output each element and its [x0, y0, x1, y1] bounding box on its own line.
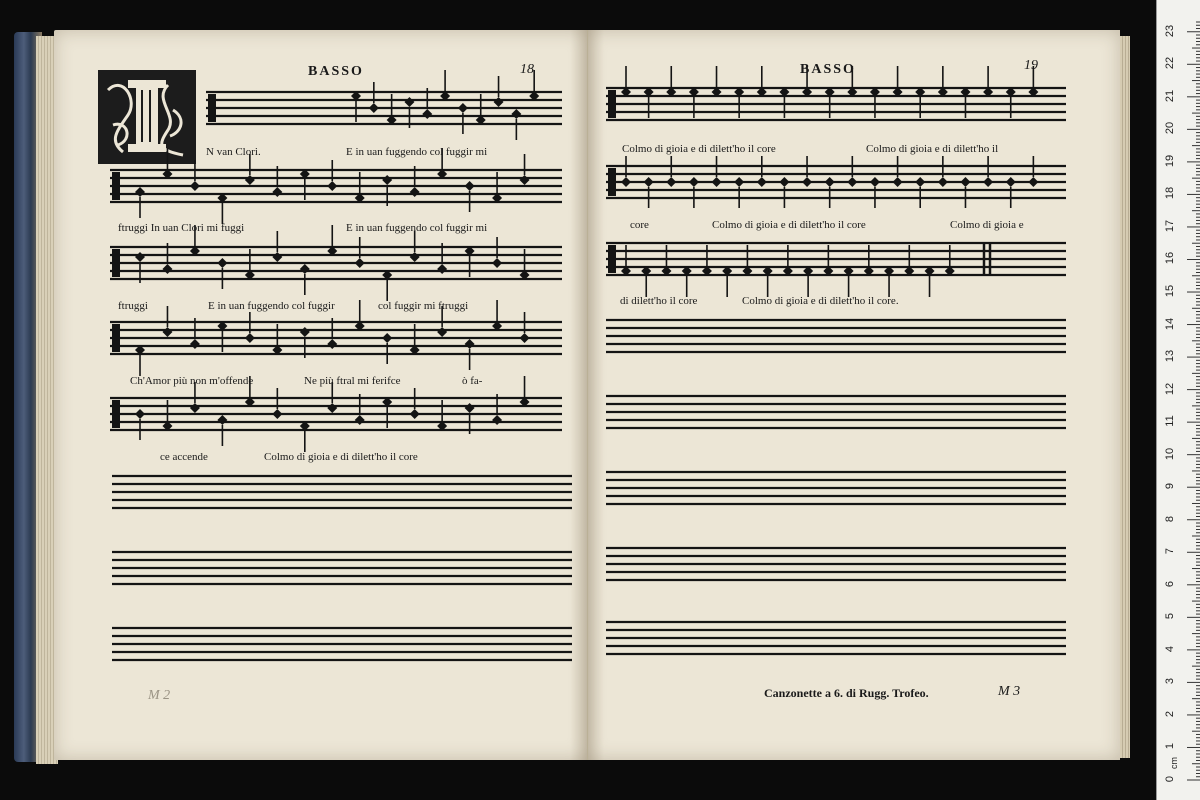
lyric-line: ò fa-: [462, 375, 483, 387]
ruler-number: 15: [1164, 284, 1176, 298]
note-head: [520, 333, 530, 343]
lyric-line: Colmo di gioia e: [950, 219, 1024, 231]
lyric-line: Colmo di gioia e di dilett'ho il core: [264, 451, 418, 463]
note-head: [458, 103, 468, 113]
ruler-number: 6: [1164, 580, 1176, 587]
note-head: [915, 177, 925, 187]
lyric-line: ftruggi In uan Clori mi fuggi: [118, 222, 245, 234]
note-head: [422, 109, 432, 119]
note-head: [217, 415, 227, 425]
note-head: [135, 409, 145, 419]
note-head: [272, 252, 282, 262]
note-head: [893, 177, 903, 187]
note-head: [272, 409, 282, 419]
ruler-number: 2: [1164, 710, 1176, 717]
ruler-unit-label: cm: [1169, 757, 1179, 769]
ruler-number: 23: [1164, 24, 1176, 37]
note-head: [135, 187, 145, 197]
note-head: [465, 181, 475, 191]
lyric-line: E in uan fuggendo col fuggir mi: [346, 146, 488, 158]
note-head: [983, 177, 993, 187]
ruler-number: 3: [1164, 678, 1176, 685]
ruler-number: 20: [1164, 122, 1176, 135]
note-head: [825, 177, 835, 187]
clef-icon: [112, 172, 120, 200]
note-head: [245, 333, 255, 343]
note-head: [437, 264, 447, 274]
lyric-line: Colmo di gioia e di dilett'ho il core: [622, 143, 776, 155]
lyric-line: Colmo di gioia e di dilett'ho il: [866, 143, 999, 155]
ruler-number: 17: [1164, 219, 1176, 233]
note-head: [494, 97, 504, 107]
note-head: [644, 177, 654, 187]
right-page-signature: M 3: [998, 684, 1021, 699]
note-head: [300, 264, 310, 274]
lyric-line: ce accende: [160, 451, 208, 463]
note-head: [410, 187, 420, 197]
note-head: [162, 327, 172, 337]
note-head: [802, 177, 812, 187]
note-head: [465, 403, 475, 413]
ruler-number: 21: [1164, 89, 1176, 102]
clef-icon: [608, 245, 616, 273]
imprint-footer: Canzonette a 6. di Rugg. Trofeo.: [764, 686, 929, 700]
note-head: [272, 187, 282, 197]
clef-icon: [112, 324, 120, 352]
note-head: [135, 252, 145, 262]
right-page-header: BASSO: [800, 62, 856, 77]
note-head: [190, 339, 200, 349]
note-head: [382, 175, 392, 185]
ruler-number: 13: [1164, 349, 1176, 363]
clef-icon: [608, 168, 616, 196]
note-head: [190, 181, 200, 191]
note-head: [1028, 177, 1038, 187]
ruler-number: 1: [1164, 743, 1176, 750]
lyric-line: Colmo di gioia e di dilett'ho il core: [712, 219, 866, 231]
note-head: [410, 409, 420, 419]
lyric-line: col fuggir mi ftruggi: [378, 300, 469, 312]
note-head: [327, 339, 337, 349]
clef-icon: [112, 400, 120, 428]
note-head: [847, 177, 857, 187]
note-head: [520, 175, 530, 185]
ruler-number: 8: [1164, 515, 1176, 522]
note-head: [779, 177, 789, 187]
lyric-line: Ch'Amor più non m'offende: [130, 375, 254, 387]
lyric-line: ftruggi: [118, 300, 148, 312]
note-head: [327, 403, 337, 413]
note-head: [245, 175, 255, 185]
ruler-number: 9: [1164, 483, 1176, 490]
note-head: [355, 258, 365, 268]
right-page-number: 19: [1024, 58, 1038, 73]
lyric-line: core: [630, 219, 649, 231]
ruler-number: 11: [1164, 415, 1176, 427]
note-head: [327, 181, 337, 191]
note-head: [712, 177, 722, 187]
note-head: [870, 177, 880, 187]
note-head: [689, 177, 699, 187]
note-head: [369, 103, 379, 113]
ruler-number: 10: [1164, 447, 1176, 460]
clef-icon: [208, 94, 216, 122]
note-head: [938, 177, 948, 187]
note-head: [666, 177, 676, 187]
note-head: [757, 177, 767, 187]
left-page-header: BASSO: [308, 64, 364, 79]
note-head: [162, 264, 172, 274]
ruler-number: 18: [1164, 187, 1176, 200]
note-head: [190, 403, 200, 413]
ruler-number: 22: [1164, 57, 1176, 70]
lyric-line: Colmo di gioia e di dilett'ho il core.: [742, 295, 899, 307]
note-head: [404, 97, 414, 107]
note-head: [492, 415, 502, 425]
lyric-line: E in uan fuggendo col fuggir: [208, 300, 335, 312]
note-head: [410, 252, 420, 262]
ruler-number: 12: [1164, 382, 1176, 395]
note-head: [511, 109, 521, 119]
ruler-number: 7: [1164, 548, 1176, 555]
clef-icon: [608, 90, 616, 118]
note-head: [621, 177, 631, 187]
ruler-number: 0: [1164, 775, 1176, 783]
note-head: [382, 333, 392, 343]
ruler-number: 14: [1164, 317, 1176, 330]
ruler-number: 5: [1164, 613, 1176, 620]
ruler-number: 16: [1164, 252, 1176, 265]
measurement-ruler: [1156, 0, 1200, 800]
note-head: [300, 327, 310, 337]
note-head: [437, 327, 447, 337]
note-head: [355, 415, 365, 425]
lyric-line: di dilett'ho il core: [620, 295, 698, 307]
left-page-signature: M 2: [148, 688, 171, 703]
note-head: [217, 258, 227, 268]
left-page-number: 18: [520, 62, 534, 77]
ruler-number: 4: [1164, 645, 1176, 652]
clef-icon: [112, 249, 120, 277]
note-head: [734, 177, 744, 187]
note-head: [465, 339, 475, 349]
note-head: [492, 258, 502, 268]
lyric-line: E in uan fuggendo col fuggir mi: [346, 222, 488, 234]
lyric-line: Ne più ftral mi ferifce: [304, 375, 401, 387]
ruler-number: 19: [1164, 154, 1176, 167]
note-head: [1006, 177, 1016, 187]
lyric-line: N van Clori.: [206, 146, 261, 158]
note-head: [960, 177, 970, 187]
